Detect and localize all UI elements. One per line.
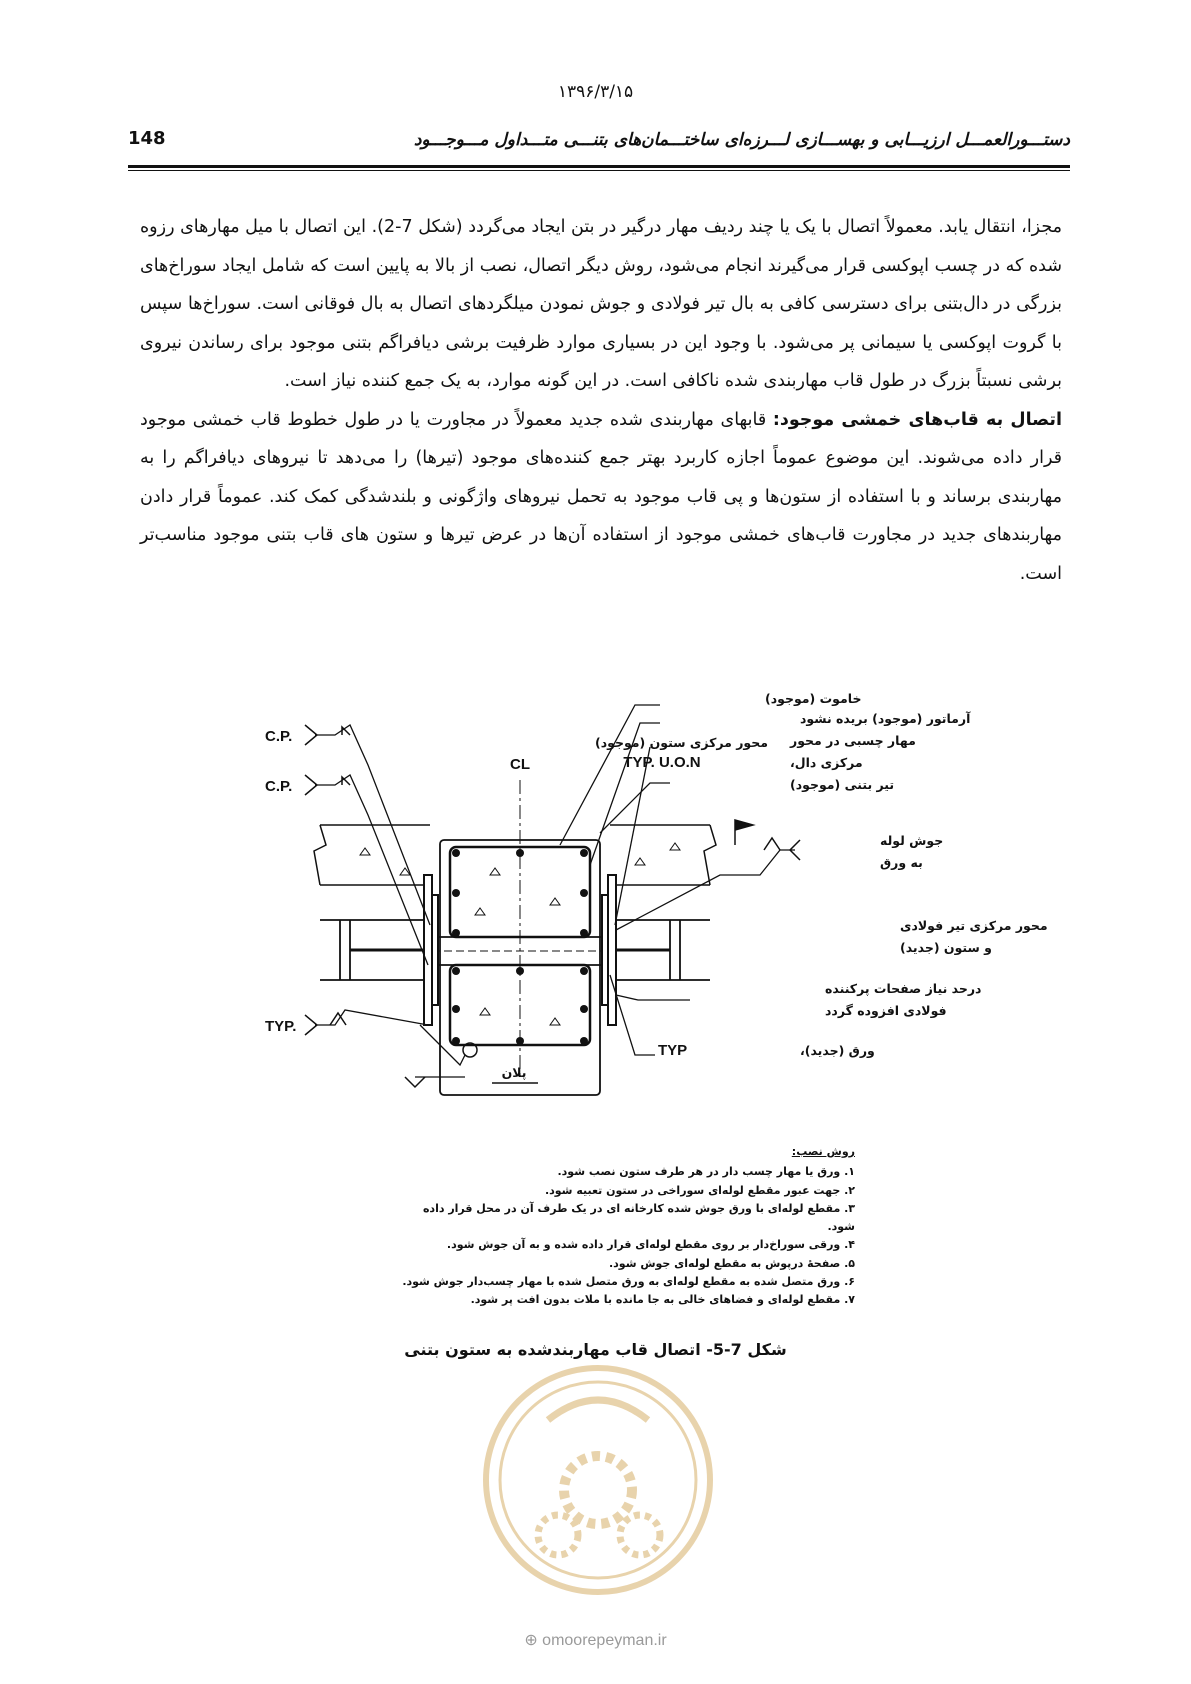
label-typ-right: TYP [658, 1042, 688, 1059]
label-plan: پلان [501, 1065, 527, 1080]
paragraph: مجزا، انتقال یابد. معمولاً اتصال با یک یا چند ردیف مهار درگیر در بتن ایجاد می‌گردد (شکل 7-2). این اتصال با میل مهارهای رزوه شده که در چسب اپوکسی قرار می‌گیرند انجام می‌شود، روش دیگر اتصال، نصب از بالا به پایین است که شامل ایجاد سوراخ‌های بزرگی در دال‌بتنی برای دسترسی کافی به بال تیر فولادی و جوش نمودن میلگردهای اتصال به بال فوقانی است. سوراخ‌ها سپس با گروت اپوکسی یا سیمانی پر می‌شود. با وجود این در بسیاری موارد ظرفیت برشی دیافراگم بتنی موجود برای رساندن نیروی برشی نسبتاً بزرگ در طول قاب مهاربندی شده ناکافی است. در این گونه موارد، به یک جمع کننده نیاز است. [140, 217, 1063, 391]
note-item: ۲. جهت عبور مقطع لوله‌ای سوراخی در ستون تعبیه شود. [544, 1183, 855, 1197]
label-cp-2: C.P. [265, 778, 293, 795]
notes-list [395, 1163, 855, 1309]
installation-notes [395, 1143, 855, 1310]
page-header [128, 128, 1070, 158]
label-column-axis: محور مرکزی ستون (موجود) [595, 735, 769, 750]
label-steel-axis-2: و ستون (جدید) [900, 940, 992, 955]
concrete-beam [314, 825, 716, 885]
paragraph-heading: اتصال به قاب‌های خمشی موجود: [772, 409, 1062, 430]
figure-plan-drawing [260, 691, 1048, 1125]
leader-lines [315, 705, 795, 1077]
note-item: ۵. صفحهٔ درپوش به مقطع لوله‌ای جوش شود. [608, 1256, 855, 1270]
label-typ-uon: TYP. U.O.N [623, 754, 701, 771]
note-item: ۴. ورقی سوراخ‌دار بر روی مقطع لوله‌ای قرار داده شده و به آن جوش شود. [446, 1238, 855, 1252]
figure-caption: شکل 7-5- اتصال قاب مهاربندشده به ستون بتنی [404, 1340, 787, 1359]
label-anchor-1: مهار چسبی در محور [790, 733, 916, 748]
label-filler-1: درحد نیاز صفحات پرکننده [825, 981, 982, 996]
note-item: ۳. مقطع لوله‌ای با ورق جوش شده کارخانه ای در یک طرف آن در محل قرار داده شود. [422, 1201, 855, 1234]
notes-title: روش نصب: [791, 1145, 855, 1158]
note-item: ۷. مقطع لوله‌ای و فضاهای خالی به جا مانده با ملات بدون افت پر شود. [470, 1293, 855, 1307]
steel-beams [320, 920, 710, 980]
label-cp-1: C.P. [265, 728, 293, 745]
label-pipe-weld-1: جوش لوله [880, 833, 944, 848]
label-pipe-weld-2: به ورق [880, 855, 923, 870]
paragraph [140, 401, 1062, 594]
label-steel-axis-1: محور مرکزی تیر فولادی [900, 918, 1048, 933]
page-date: ۱۳۹۶/۳/۱۵ [557, 82, 634, 102]
note-item: ۶. ورق متصل شده به مقطع لوله‌ای به ورق متصل شده با مهار چسب‌دار جوش شود. [402, 1275, 855, 1289]
weld-symbols [305, 725, 800, 1087]
label-anchor-2: مرکزی دال، [790, 755, 863, 770]
label-stirrup: خاموت (موجود) [765, 691, 862, 706]
label-beam: تیر بتنی (موجود) [790, 777, 895, 792]
seal-logo [478, 1360, 718, 1600]
watermark-text: omoorepeyman.ir [542, 1632, 667, 1649]
watermark: ⊕ omoorepeyman.ir [524, 1632, 667, 1649]
header-rule-thick [128, 165, 1070, 168]
label-plate: ورق (جدید)، [800, 1043, 875, 1058]
label-rebar: آرماتور (موجود) بریده نشود [800, 711, 971, 726]
label-cl: CL [510, 756, 530, 773]
note-item: ۱. ورق یا مهار چسب دار در هر طرف ستون نصب شود. [557, 1165, 855, 1179]
body-text [140, 208, 1062, 593]
paragraph-text: قابهای مهاربندی شده جدید معمولاً در مجاورت یا در طول خطوط قاب خمشی موجود قرار داده می‌شوند. این موضوع عموماً اجازه کاربرد بهتر جمع کننده‌های موجود (تیرها) را می‌دهد تا نیروهای دیافراگم را به مهاربندی برساند و با استفاده از ستون‌ها و پی قاب موجود به تحمل نیروهای واژگونی و بلندشدگی کمک کند. عموماً قرار دادن مهاربندهای جدید در مجاورت قاب‌های خمشی موجود از استفاده آن‌ها در عرض تیرها و ستون های قاب بتنی موجود مناسب‌تر است. [140, 409, 1062, 584]
label-filler-2: فولادی افزوده گردد [825, 1003, 947, 1018]
figure-labels [265, 691, 1048, 1083]
header-rule-thin [128, 170, 1070, 171]
running-title: دستـــورالعمـــل ارزیـــابی و بهســـازی لـــرزه‌ای ساختـــمان‌های بتنـــی متـــداول مـــوجـــود [413, 130, 1070, 150]
page-number: 148 [128, 128, 166, 149]
label-typ-left: TYP. [265, 1018, 297, 1035]
